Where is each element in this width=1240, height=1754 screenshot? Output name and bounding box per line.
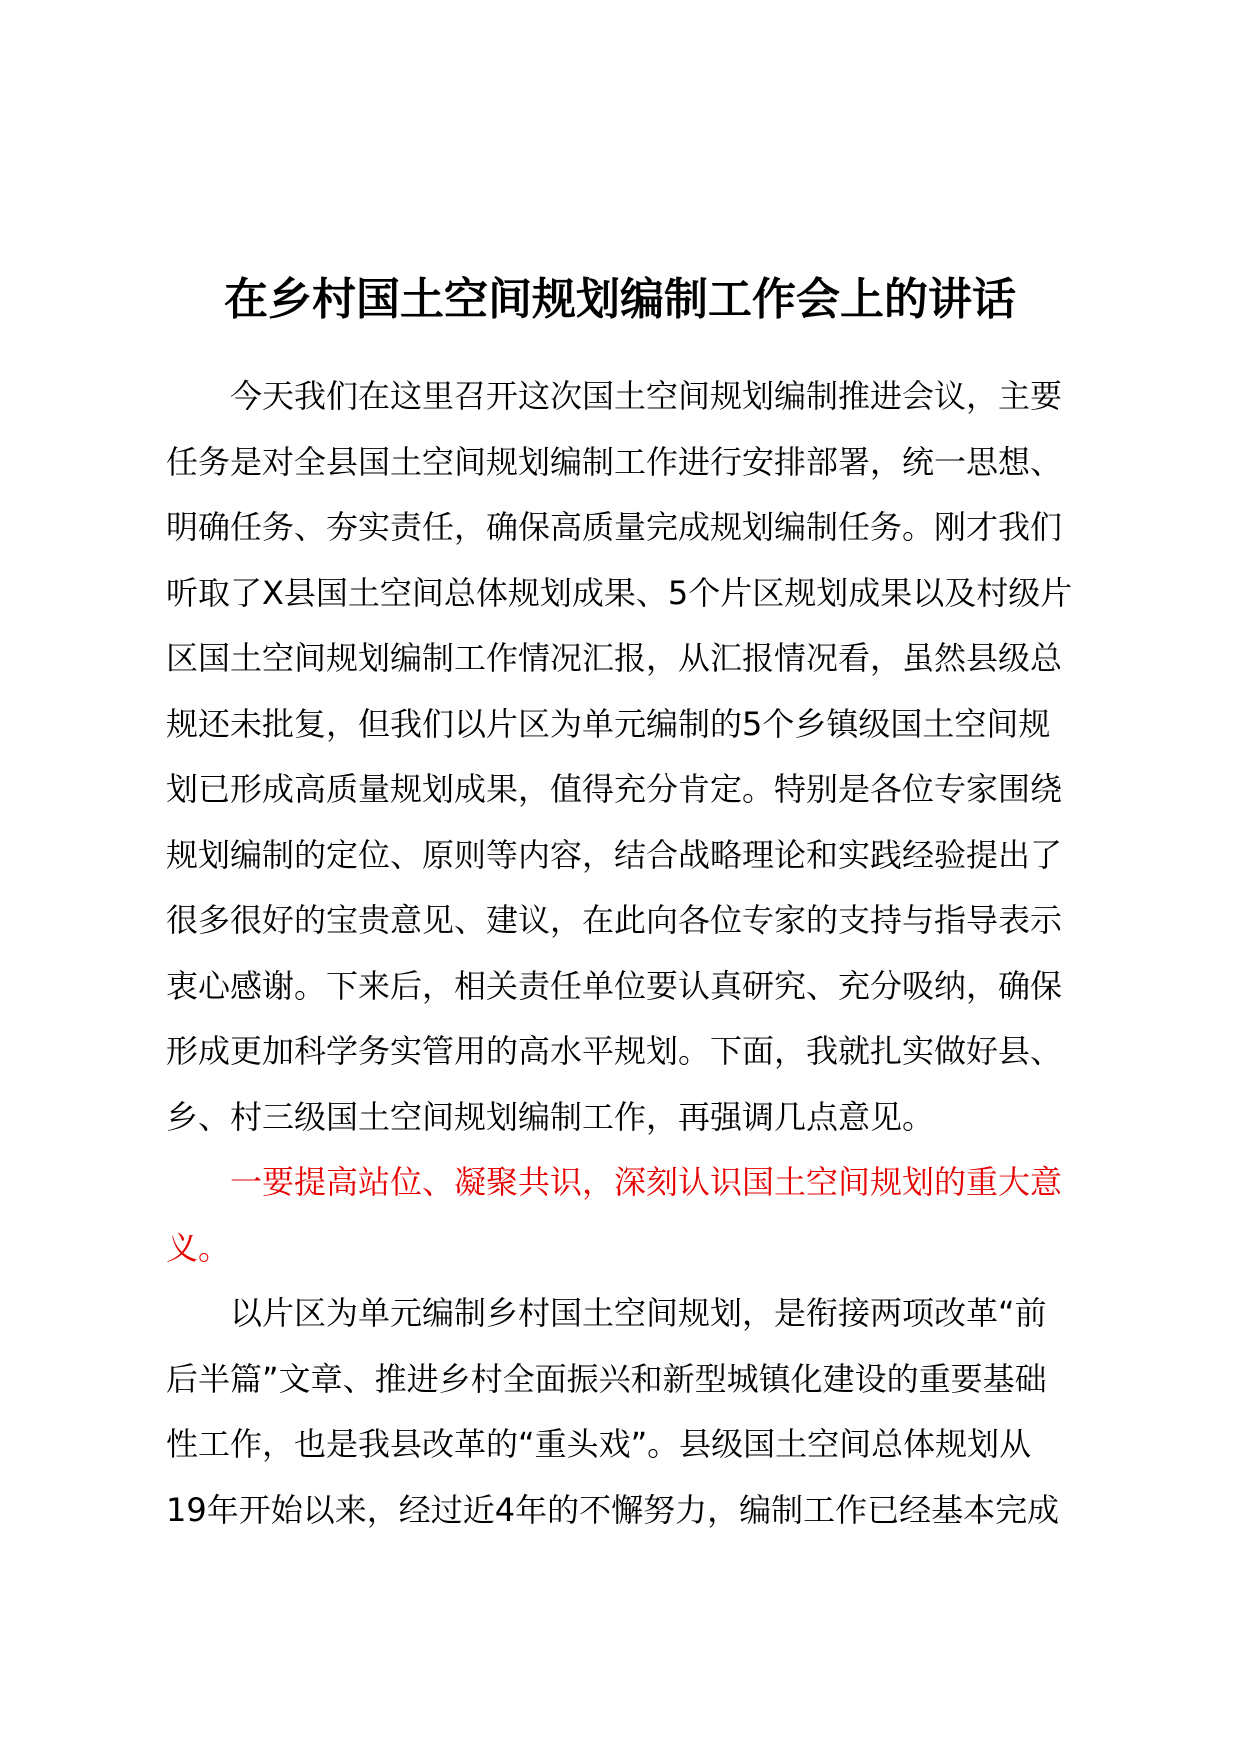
paragraph-line: 后半篇”文章、推进乡村全面振兴和新型城镇化建设的重要基础 (166, 1359, 1047, 1398)
paragraph-line: 今天我们在这里召开这次国土空间规划编制推进会议，主要 (230, 377, 1063, 415)
paragraph-line: 明确任务、夯实责任，确保高质量完成规划编制任务。刚才我们 (166, 508, 1063, 546)
section-heading-line: 义。 (166, 1228, 231, 1267)
paragraph-line: 任务是对全县国土空间规划编制工作进行安排部署，统一思想、 (166, 442, 1063, 481)
paragraph-line: 规划编制的定位、原则等内容，结合战略理论和实践经验提出了 (166, 835, 1063, 874)
paragraph-line: 规还未批复，但我们以片区为单元编制的5个乡镇级国土空间规 (166, 704, 1051, 743)
paragraph-line: 乡、村三级国土空间规划编制工作，再强调几点意见。 (166, 1097, 935, 1136)
paragraph-line: 划已形成高质量规划成果，值得充分肯定。特别是各位专家围绕 (166, 770, 1063, 808)
section-heading-line: 一要提高站位、凝聚共识，深刻认识国土空间规划的重大意 (230, 1163, 1063, 1201)
document-body (166, 364, 1096, 1543)
paragraph-line: 听取了X县国土空间总体规划成果、5个片区规划成果以及村级片 (166, 573, 1073, 612)
document-title: 在乡村国土空间规划编制工作会上的讲话 (224, 274, 1016, 325)
paragraph-line: 形成更加科学务实管用的高水平规划。下面，我就扎实做好县、 (166, 1032, 1063, 1070)
paragraph-line: 衷心感谢。下来后，相关责任单位要认真研究、充分吸纳，确保 (166, 966, 1063, 1005)
paragraph-line: 性工作，也是我县改革的“重头戏”。县级国土空间总体规划从 (166, 1425, 1032, 1463)
paragraph-line: 以片区为单元编制乡村国土空间规划，是衔接两项改革“前 (230, 1294, 1047, 1332)
paragraph-line: 区国土空间规划编制工作情况汇报，从汇报情况看，虽然县级总 (166, 639, 1063, 677)
paragraph-line: 很多很好的宝贵意见、建议，在此向各位专家的支持与指导表示 (166, 901, 1063, 939)
paragraph-line: 19年开始以来，经过近4年的不懈努力，编制工作已经基本完成 (166, 1490, 1060, 1529)
